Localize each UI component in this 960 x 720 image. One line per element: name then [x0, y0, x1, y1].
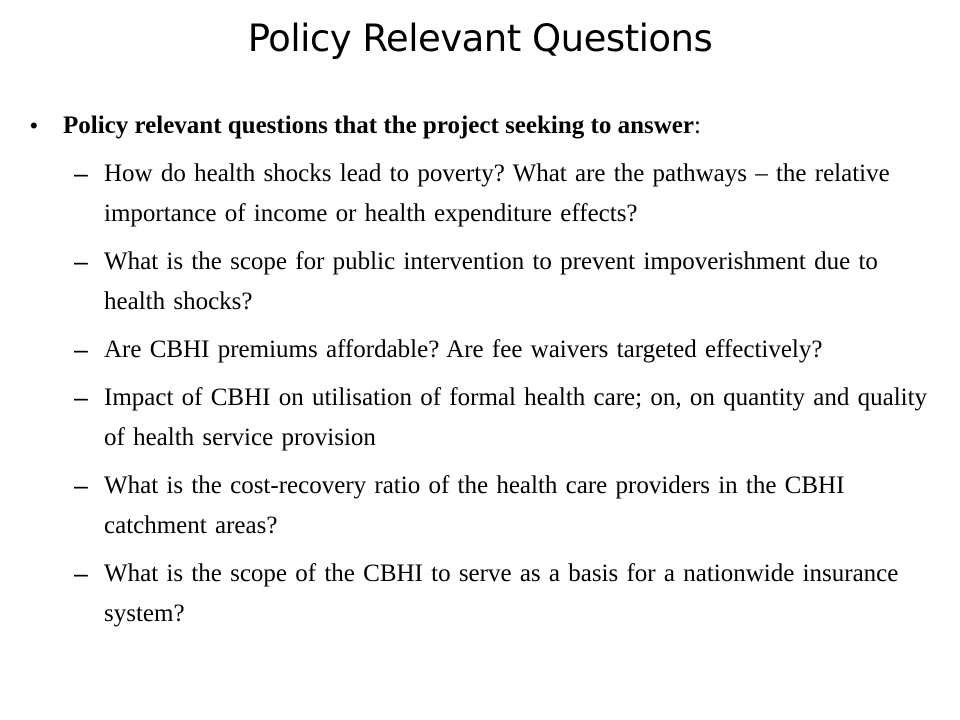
sub-question-item — [74, 330, 944, 370]
sub-question-item — [74, 466, 944, 546]
sub-question-item — [74, 554, 944, 634]
sub-question-item — [74, 378, 944, 458]
sub-question-text: How do health shocks lead to poverty? What are the pathways – the relative importance of income or health expenditure effects? — [104, 160, 890, 227]
dash-icon: – — [74, 336, 88, 364]
sub-question-item — [74, 242, 944, 322]
sub-question-item — [74, 154, 944, 234]
main-bullet-text — [63, 106, 701, 146]
main-bullet-colon: : — [693, 112, 701, 139]
slide-title: Policy Relevant Questions — [247, 17, 713, 60]
dash-icon: – — [74, 248, 88, 276]
main-bullet-bold: Policy relevant questions that the project seeking to answer — [63, 112, 694, 139]
sub-question-text: What is the cost-recovery ratio of the health care providers in the CBHI catchment areas? — [104, 472, 845, 539]
dash-icon: – — [74, 472, 88, 500]
sub-question-text: Impact of CBHI on utilisation of formal health care; on, on quantity and quality of health service provision — [104, 384, 928, 451]
sub-question-text: What is the scope for public intervention to prevent impoverishment due to health shocks? — [104, 248, 878, 315]
dash-icon: – — [74, 384, 88, 412]
sub-question-text: What is the scope of the CBHI to serve as a basis for a nationwide insurance system? — [104, 560, 899, 627]
sub-question-text: Are CBHI premiums affordable? Are fee waivers targeted effectively? — [104, 336, 823, 363]
dash-icon: – — [74, 160, 88, 188]
dash-icon: – — [74, 560, 88, 588]
bullet-icon: • — [30, 113, 38, 138]
sub-question-list — [74, 154, 944, 642]
